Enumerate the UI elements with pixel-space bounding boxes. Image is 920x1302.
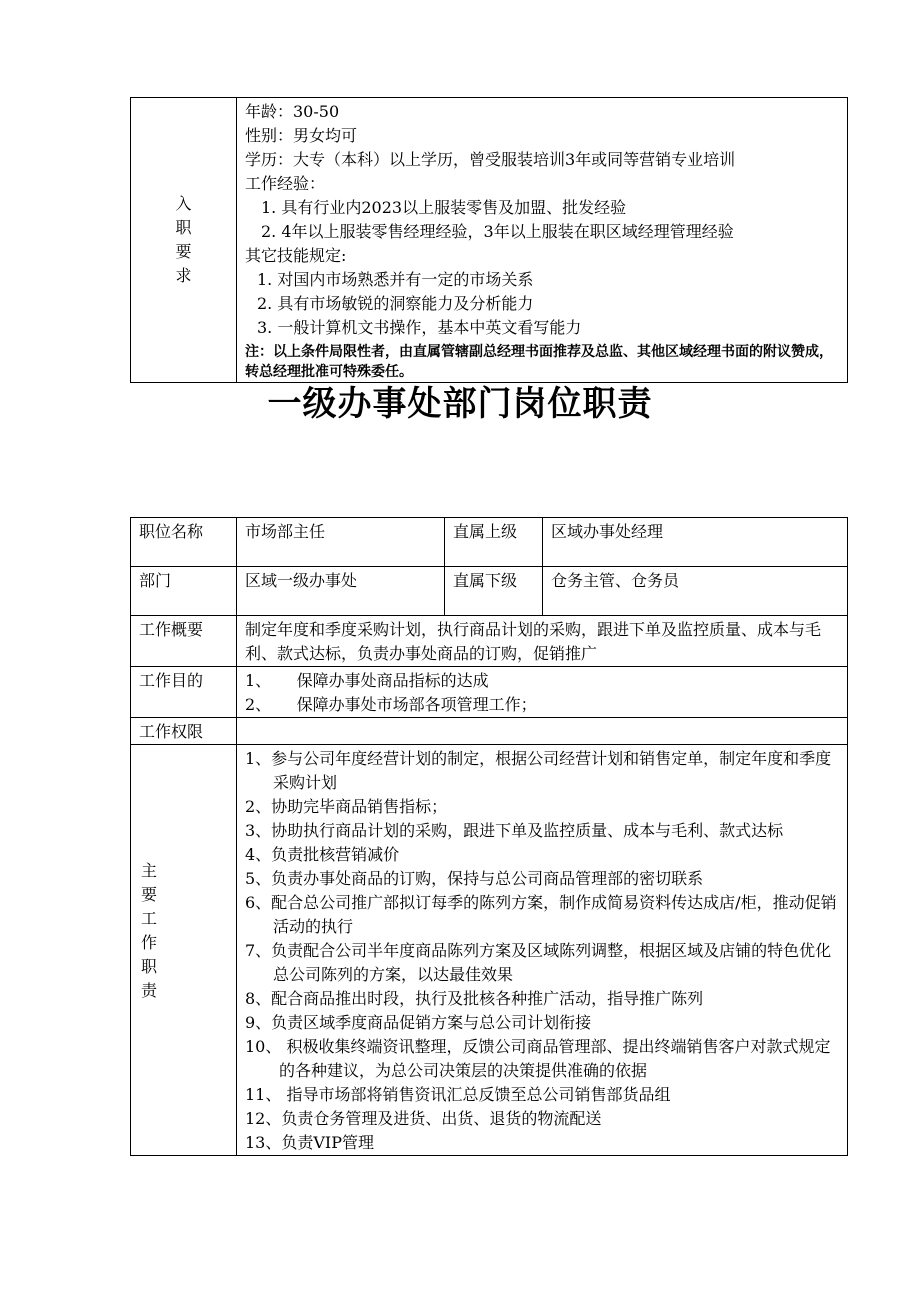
req-line: 2. 4年以上服装零售经理经验，3年以上服装在职区域经理管理经验 <box>261 222 734 241</box>
req-line: 其它技能规定: <box>245 246 347 265</box>
duties-label <box>131 745 237 1156</box>
label-char: 责 <box>141 981 158 1000</box>
position-label: 职位名称 <box>131 518 237 567</box>
req-line: 1. 对国内市场熟悉并有一定的市场关系 <box>257 270 534 289</box>
label-char: 职 <box>141 957 158 976</box>
requirements-body <box>237 98 848 383</box>
duty-item: 9、负责区域季度商品促销方案与总公司计划衔接 <box>245 1013 592 1032</box>
duties-label-chars <box>141 859 230 1003</box>
purpose-cell <box>237 667 848 718</box>
label-char: 工 <box>141 909 158 928</box>
req-line: 学历：大专（本科）以上学历，曾受服装培训3年或同等营销专业培训 <box>245 150 736 169</box>
duties-cell <box>237 745 848 1156</box>
position-value: 市场部主任 <box>237 518 445 567</box>
label-char: 要 <box>175 242 192 261</box>
job-duties-table <box>130 517 848 1156</box>
req-line: 3. 一般计算机文书操作，基本中英文看写能力 <box>257 318 582 337</box>
req-line: 性别：男女均可 <box>245 126 358 145</box>
superior-label: 直属上级 <box>445 518 543 567</box>
duty-item: 13、负责VIP管理 <box>245 1133 375 1152</box>
label-char: 求 <box>175 266 192 285</box>
duty-item: 1、参与公司年度经营计划的制定，根据公司经营计划和销售定单，制定年度和季度采购计划 <box>245 749 832 792</box>
label-char: 入 <box>175 194 192 213</box>
req-line: 工作经验： <box>245 174 326 193</box>
dept-value: 区域一级办事处 <box>237 567 445 616</box>
purpose-label: 工作目的 <box>131 667 237 718</box>
subordinate-label: 直属下级 <box>445 567 543 616</box>
duty-item: 3、协助执行商品计划的采购，跟进下单及监控质量、成本与毛利、款式达标 <box>245 821 784 840</box>
requirements-note: 注：以上条件局限性者，由直属管辖副总经理书面推荐及总监、其他区域经理书面的附议赞成，转总经理批准可特殊委任。 <box>245 344 833 380</box>
label-char: 职 <box>175 218 192 237</box>
page-title: 一级办事处部门岗位职责 <box>267 384 653 424</box>
requirements-label-chars <box>131 192 236 288</box>
requirements-label <box>131 98 237 383</box>
duty-item: 11、 指导市场部将销售资讯汇总反馈至总公司销售部货品组 <box>245 1085 671 1104</box>
req-line: 2. 具有市场敏锐的洞察能力及分析能力 <box>257 294 534 313</box>
duty-item: 10、 积极收集终端资讯整理，反馈公司商品管理部、提出终端销售客户对款式规定的各种建议，为总公司决策层的决策提供准确的依据 <box>245 1037 831 1080</box>
duty-item: 7、负责配合公司半年度商品陈列方案及区域陈列调整，根据区域及店铺的特色优化总公司陈列的方案，以达最佳效果 <box>245 941 832 984</box>
duty-item: 6、配合总公司推广部拟订每季的陈列方案，制作成简易资料传达成店/柜，推动促销活动的执行 <box>245 893 837 936</box>
label-char: 要 <box>141 885 158 904</box>
overview-value: 制定年度和季度采购计划，执行商品计划的采购，跟进下单及监控质量、成本与毛利、款式达标，负责办事处商品的订购，促销推广 <box>237 616 848 667</box>
label-char: 作 <box>141 933 158 952</box>
authority-label: 工作权限 <box>131 718 237 745</box>
purpose-item: 1、 保障办事处商品指标的达成 <box>245 671 489 690</box>
authority-value <box>237 718 848 745</box>
superior-value: 区域办事处经理 <box>543 518 848 567</box>
purpose-item: 2、 保障办事处市场部各项管理工作； <box>245 695 537 714</box>
label-char: 主 <box>141 861 158 880</box>
duty-item: 5、负责办事处商品的订购，保持与总公司商品管理部的密切联系 <box>245 869 704 888</box>
req-line: 1. 具有行业内2023以上服装零售及加盟、批发经验 <box>261 198 627 217</box>
dept-label: 部门 <box>131 567 237 616</box>
subordinate-value: 仓务主管、仓务员 <box>543 567 848 616</box>
requirements-table <box>130 97 848 383</box>
overview-label: 工作概要 <box>131 616 237 667</box>
duty-item: 2、协助完毕商品销售指标； <box>245 797 448 816</box>
req-line: 年龄：30-50 <box>245 102 340 121</box>
duty-item: 4、负责批核营销减价 <box>245 845 400 864</box>
duty-item: 8、配合商品推出时段，执行及批核各种推广活动，指导推广陈列 <box>245 989 704 1008</box>
duty-item: 12、负责仓务管理及进货、出货、退货的物流配送 <box>245 1109 602 1128</box>
